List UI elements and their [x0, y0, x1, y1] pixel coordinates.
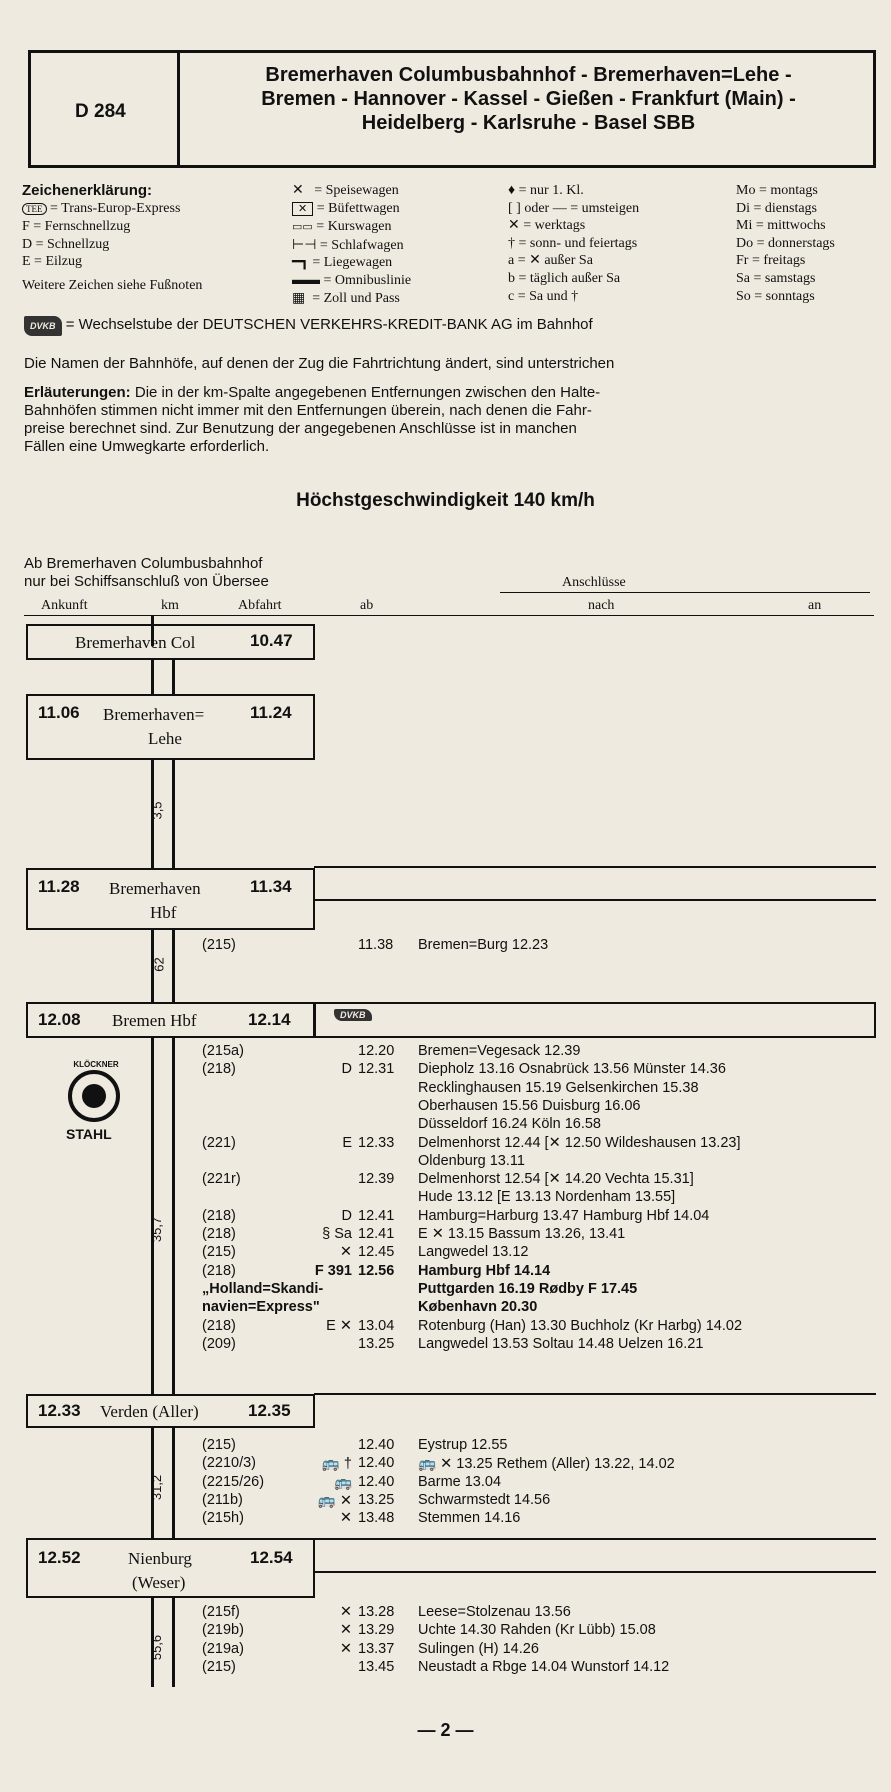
legend-sa: Sa = samstags: [736, 270, 816, 286]
connection-destination: København 20.30: [418, 1299, 538, 1316]
legend-title: Zeichenerklärung:: [22, 182, 153, 199]
track-line: [172, 1428, 175, 1538]
tee-icon: TEE: [22, 203, 47, 215]
connection-mark: ✕: [339, 1604, 352, 1620]
arrival-time: 12.52: [38, 1548, 81, 1567]
track-line: [172, 930, 175, 1004]
connection-destination: Oberhausen 15.56 Duisburg 16.06: [418, 1097, 641, 1114]
connection-rule: [314, 1538, 876, 1540]
connection-ref: (215): [202, 1244, 236, 1261]
connection-time: 12.45: [358, 1244, 395, 1261]
train-header-box: [28, 50, 876, 168]
customs-icon: ▦: [292, 290, 306, 306]
dining-icon: ✕: [292, 183, 304, 198]
connection-rule: [314, 899, 876, 901]
station-box-bremen-hbf: [26, 1002, 876, 1038]
legend-bus: ▬▬ = Omnibuslinie: [292, 272, 412, 288]
legend-schlafwagen: ⊢⊣ = Schlafwagen: [292, 237, 404, 253]
connection-time: 12.40: [358, 1455, 395, 1472]
connection-time: 12.33: [358, 1134, 395, 1151]
connection-destination: Delmenhorst 12.44 [✕ 12.50 Wildeshausen 13.23]: [418, 1134, 741, 1151]
connection-destination: Delmenhorst 12.54 [✕ 14.20 Vechta 15.31]: [418, 1171, 694, 1188]
connection-destination: Barme 13.04: [418, 1473, 502, 1490]
connection-destination: Langwedel 13.12: [418, 1244, 529, 1261]
station-box-verden: [26, 1394, 315, 1428]
connection-mark: D: [341, 1061, 352, 1078]
max-speed-heading: Höchstgeschwindigkeit 140 km/h: [296, 490, 595, 511]
legend-customs: ▦ = Zoll und Pass: [292, 290, 400, 306]
station-name: Bremen Hbf: [112, 1011, 197, 1030]
legend-buffet: ✕ = Büfettwagen: [292, 200, 411, 219]
departure-time: 11.24: [250, 703, 292, 722]
legend-d: D = Schnellzug: [22, 236, 110, 252]
legend-mo: Mo = montags: [736, 183, 818, 198]
connection-mark: ✕: [339, 1244, 352, 1261]
connections-rule: [500, 592, 870, 593]
page-number: — 2 —: [417, 1720, 474, 1740]
connection-ref: (219a): [202, 1640, 244, 1657]
station-name-line2: (Weser): [132, 1573, 186, 1592]
legend-col-2: [292, 182, 411, 307]
connection-time: 13.37: [358, 1640, 395, 1657]
legend-sunday: † = sonn- und feiertags: [508, 235, 638, 251]
legend-di: Di = dienstags: [736, 200, 817, 216]
dvkb-text: = Wechselstube der DEUTSCHEN VERKEHRS-KREDIT-BANK AG im Bahnhof: [65, 316, 593, 333]
arrival-time: 11.28: [38, 877, 80, 896]
connection-destination: 🚌 ✕ 13.25 Rethem (Aller) 13.22, 14.02: [418, 1456, 675, 1473]
intro-note: Ab Bremerhaven Columbusbahnhof nur bei Schiffsanschluß von Übersee: [24, 555, 269, 590]
km-value: 62: [151, 957, 167, 972]
col-at: an: [808, 598, 822, 613]
col-from: ab: [360, 598, 374, 613]
station-name: Bremerhaven: [109, 879, 201, 898]
connection-ref: (215): [202, 1437, 236, 1453]
connection-ref: (215h): [202, 1510, 244, 1527]
route-line-3: Heidelberg - Karlsruhe - Basel SBB: [361, 112, 696, 134]
header-divider: [177, 53, 180, 165]
legend-col-3: [508, 182, 639, 305]
connection-ref: (215): [202, 937, 236, 953]
workday-icon: ✕: [508, 218, 520, 234]
connection-time: 12.40: [358, 1473, 395, 1490]
legend-fr: Fr = freitags: [736, 253, 806, 269]
connection-ref: (221r): [202, 1171, 241, 1188]
connection-rule: [314, 866, 876, 868]
train-number: D 284: [75, 101, 126, 122]
arrival-time: 12.08: [38, 1010, 81, 1029]
connection-ref: (211b): [202, 1491, 243, 1508]
connection-destination: Recklinghausen 15.19 Gelsenkirchen 15.38: [418, 1079, 699, 1096]
col-departure: Abfahrt: [238, 598, 282, 613]
legend-a: a = ✕ außer Sa: [508, 253, 593, 269]
route-line-1: Bremerhaven Columbusbahnhof - Bremerhaven=Lehe -: [265, 64, 792, 86]
kloeckner-stahl-ad: [60, 1060, 136, 1142]
connection-destination: Neustadt a Rbge 14.04 Wunstorf 14.12: [418, 1658, 670, 1675]
buffet-icon: ✕: [292, 202, 313, 216]
couchette-icon: ━┓: [292, 255, 309, 271]
connection-ref: (215): [202, 1658, 236, 1675]
connection-ref: (218): [202, 1207, 236, 1224]
connection-destination: Diepholz 13.16 Osnabrück 13.56 Münster 14.36: [418, 1061, 726, 1078]
connection-destination: Hamburg=Harburg 13.47 Hamburg Hbf 14.04: [418, 1207, 710, 1224]
track-line: [172, 760, 175, 870]
col-arrival: Ankunft: [41, 598, 88, 613]
legend-col-4: [736, 182, 835, 305]
connection-ref: (209): [202, 1335, 236, 1352]
connection-ref: (218): [202, 1317, 236, 1334]
station-box-nienburg: [26, 1538, 315, 1598]
connection-time: 12.20: [358, 1043, 395, 1059]
legend-do: Do = donnerstags: [736, 235, 835, 251]
km-value: 3,5: [149, 801, 165, 820]
explanations: Erläuterungen: Die in der km-Spalte angegebenen Entfernungen zwischen den Halte- Bahnhöfen stimmen nicht immer mit den Entfernungen überein, nach denen die Fahr- preise berechnet sind. Zur Benutzung der angegebenen Anschlüsse ist in manchen Fällen eine Umwegkarte erforderlich.: [24, 384, 601, 455]
station-name-line2: Hbf: [150, 903, 177, 922]
legend-c: c = Sa und †: [508, 288, 579, 304]
connection-ref: „Holland=Skandi-: [202, 1280, 324, 1297]
coach-icon: ▭▭: [292, 221, 313, 234]
connection-destination: Leese=Stolzenau 13.56: [418, 1604, 571, 1620]
legend-e: E = Eilzug: [22, 254, 82, 270]
connection-time: 11.38: [358, 937, 394, 953]
legend-b: b = täglich außer Sa: [508, 270, 621, 286]
station-divider: [313, 1002, 316, 1038]
connection-ref: (2210/3): [202, 1455, 257, 1472]
ad-stahl: STAHL: [66, 1126, 112, 1142]
connection-time: 13.04: [358, 1317, 395, 1334]
connection-mark: 🚌 ✕: [317, 1492, 352, 1509]
arrival-time: 12.33: [38, 1401, 81, 1420]
station-name: Bremerhaven Col: [75, 633, 196, 652]
connection-mark: § Sa: [322, 1226, 352, 1242]
diamond-icon: ♦: [508, 183, 516, 198]
track-line: [172, 1597, 175, 1687]
connection-ref: (215f): [202, 1604, 240, 1620]
arrival-time: 11.06: [38, 703, 80, 722]
col-to: nach: [588, 598, 615, 613]
track-line: [151, 659, 154, 695]
track-line: [151, 1036, 154, 1394]
connection-destination: Uchte 14.30 Rahden (Kr Lübb) 15.08: [418, 1622, 656, 1639]
track-line: [172, 1036, 175, 1394]
connection-mark: F 391: [314, 1262, 352, 1279]
legend-change: [ ] oder — = umsteigen: [508, 200, 640, 216]
connection-time: 12.41: [358, 1226, 395, 1242]
connection-ref: (2215/26): [202, 1473, 265, 1490]
legend-workdays: ✕ = werktags: [508, 218, 586, 234]
km-value: 35,7: [149, 1216, 165, 1243]
connection-ref: (219b): [202, 1622, 244, 1639]
connection-time: 12.56: [358, 1262, 395, 1279]
connection-destination: Rotenburg (Han) 13.30 Buchholz (Kr Harbg) 14.02: [418, 1317, 743, 1334]
connection-ref: (221): [202, 1134, 236, 1151]
dvkb-logo-icon: DVKB: [334, 1009, 372, 1021]
connection-destination: Puttgarden 16.19 Rødby F 17.45: [418, 1280, 638, 1297]
connection-time: 12.40: [358, 1437, 395, 1453]
departure-time: 12.54: [250, 1548, 293, 1567]
connection-mark: ✕: [339, 1622, 352, 1639]
col-connections: Anschlüsse: [562, 575, 626, 590]
connection-ref: (215a): [202, 1043, 244, 1059]
sleeper-icon: ⊢⊣: [292, 237, 317, 253]
station-name-line2: Lehe: [148, 729, 182, 748]
connection-destination: Stemmen 14.16: [418, 1510, 521, 1527]
explanations-label: Erläuterungen:: [24, 384, 131, 401]
underline-note: Die Namen der Bahnhöfe, auf denen der Zug die Fahrtrichtung ändert, sind unterstrichen: [24, 355, 615, 372]
kloeckner-logo-icon: KLÖCKNER: [68, 1070, 120, 1122]
legend-speisewagen: ✕ = Speisewagen: [292, 183, 399, 198]
connection-time: 13.48: [358, 1510, 395, 1527]
connection-ref: (218): [202, 1226, 236, 1242]
connection-mark: E: [342, 1134, 352, 1151]
connection-destination: Hamburg Hbf 14.14: [418, 1262, 551, 1279]
connection-destination: E ✕ 13.15 Bassum 13.26, 13.41: [418, 1226, 626, 1242]
connection-ref: navien=Express": [202, 1299, 320, 1316]
connection-time: 13.28: [358, 1604, 395, 1620]
track-line: [172, 659, 175, 695]
connection-destination: Bremen=Burg 12.23: [418, 937, 549, 953]
connection-ref: (218): [202, 1262, 236, 1279]
connection-mark: E ✕: [326, 1317, 352, 1334]
route-line-2: Bremen - Hannover - Kassel - Gießen - Frankfurt (Main) -: [261, 88, 796, 110]
connection-mark: ✕: [339, 1640, 352, 1657]
legend-first-class: ♦ = nur 1. Kl.: [508, 183, 584, 198]
connection-rule: [314, 1393, 876, 1395]
legend-mi: Mi = mittwochs: [736, 218, 826, 234]
col-km: km: [161, 598, 179, 613]
connection-destination: Bremen=Vegesack 12.39: [418, 1043, 581, 1059]
connection-destination: Hude 13.12 [E 13.13 Nordenham 13.55]: [418, 1189, 676, 1206]
station-name: Nienburg: [128, 1549, 192, 1568]
connection-time: 12.31: [358, 1061, 395, 1078]
connection-mark: D: [341, 1207, 352, 1224]
connection-mark: 🚌: [333, 1474, 352, 1491]
connection-destination: Oldenburg 13.11: [418, 1152, 525, 1169]
connection-destination: Eystrup 12.55: [418, 1437, 508, 1453]
connection-destination: Schwarmstedt 14.56: [418, 1491, 551, 1508]
connection-destination: Langwedel 13.53 Soltau 14.48 Uelzen 16.21: [418, 1335, 704, 1352]
legend-kurswagen: ▭▭ = Kurswagen: [292, 219, 392, 235]
dvkb-legend: [24, 316, 593, 336]
legend-so: So = sonntags: [736, 288, 815, 304]
dvkb-logo-icon: DVKB: [24, 316, 62, 336]
connection-time: 12.39: [358, 1171, 395, 1188]
connection-time: 12.41: [358, 1207, 395, 1224]
legend-f: F = Fernschnellzug: [22, 219, 131, 235]
connection-destination: Sulingen (H) 14.26: [418, 1640, 539, 1657]
connection-time: 13.25: [358, 1491, 395, 1508]
departure-time: 12.14: [248, 1010, 291, 1029]
connection-time: 13.29: [358, 1622, 395, 1639]
bus-icon: ▬▬: [292, 272, 320, 288]
connection-destination: Düsseldorf 16.24 Köln 16.58: [418, 1116, 601, 1133]
departure-time: 11.34: [250, 877, 292, 896]
station-box-bremerhaven-col: [26, 624, 315, 660]
departure-time: 12.35: [248, 1401, 291, 1420]
route-title: [186, 63, 871, 135]
connection-ref: (218): [202, 1061, 236, 1078]
connection-time: 13.45: [358, 1658, 395, 1675]
station-name: Bremerhaven=: [103, 705, 205, 724]
connection-time: 13.25: [358, 1335, 395, 1352]
legend-note: Weitere Zeichen siehe Fußnoten: [22, 277, 203, 293]
legend-tee: TEE = Trans-Europ-Express: [22, 200, 202, 219]
station-name: Verden (Aller): [100, 1402, 199, 1421]
connection-mark: ✕: [339, 1510, 352, 1527]
connection-rule: [314, 1571, 876, 1573]
legend-liegewagen: ━┓ = Liegewagen: [292, 255, 393, 271]
station-box-bremerhaven-hbf: [26, 868, 315, 930]
station-box-bremerhaven-lehe: [26, 694, 315, 760]
departure-time: 10.47: [250, 631, 293, 650]
km-value: 55,6: [149, 1634, 165, 1661]
km-value: 31,2: [149, 1474, 165, 1501]
legend-col-1: [22, 182, 202, 295]
connection-mark: 🚌 †: [321, 1456, 352, 1473]
